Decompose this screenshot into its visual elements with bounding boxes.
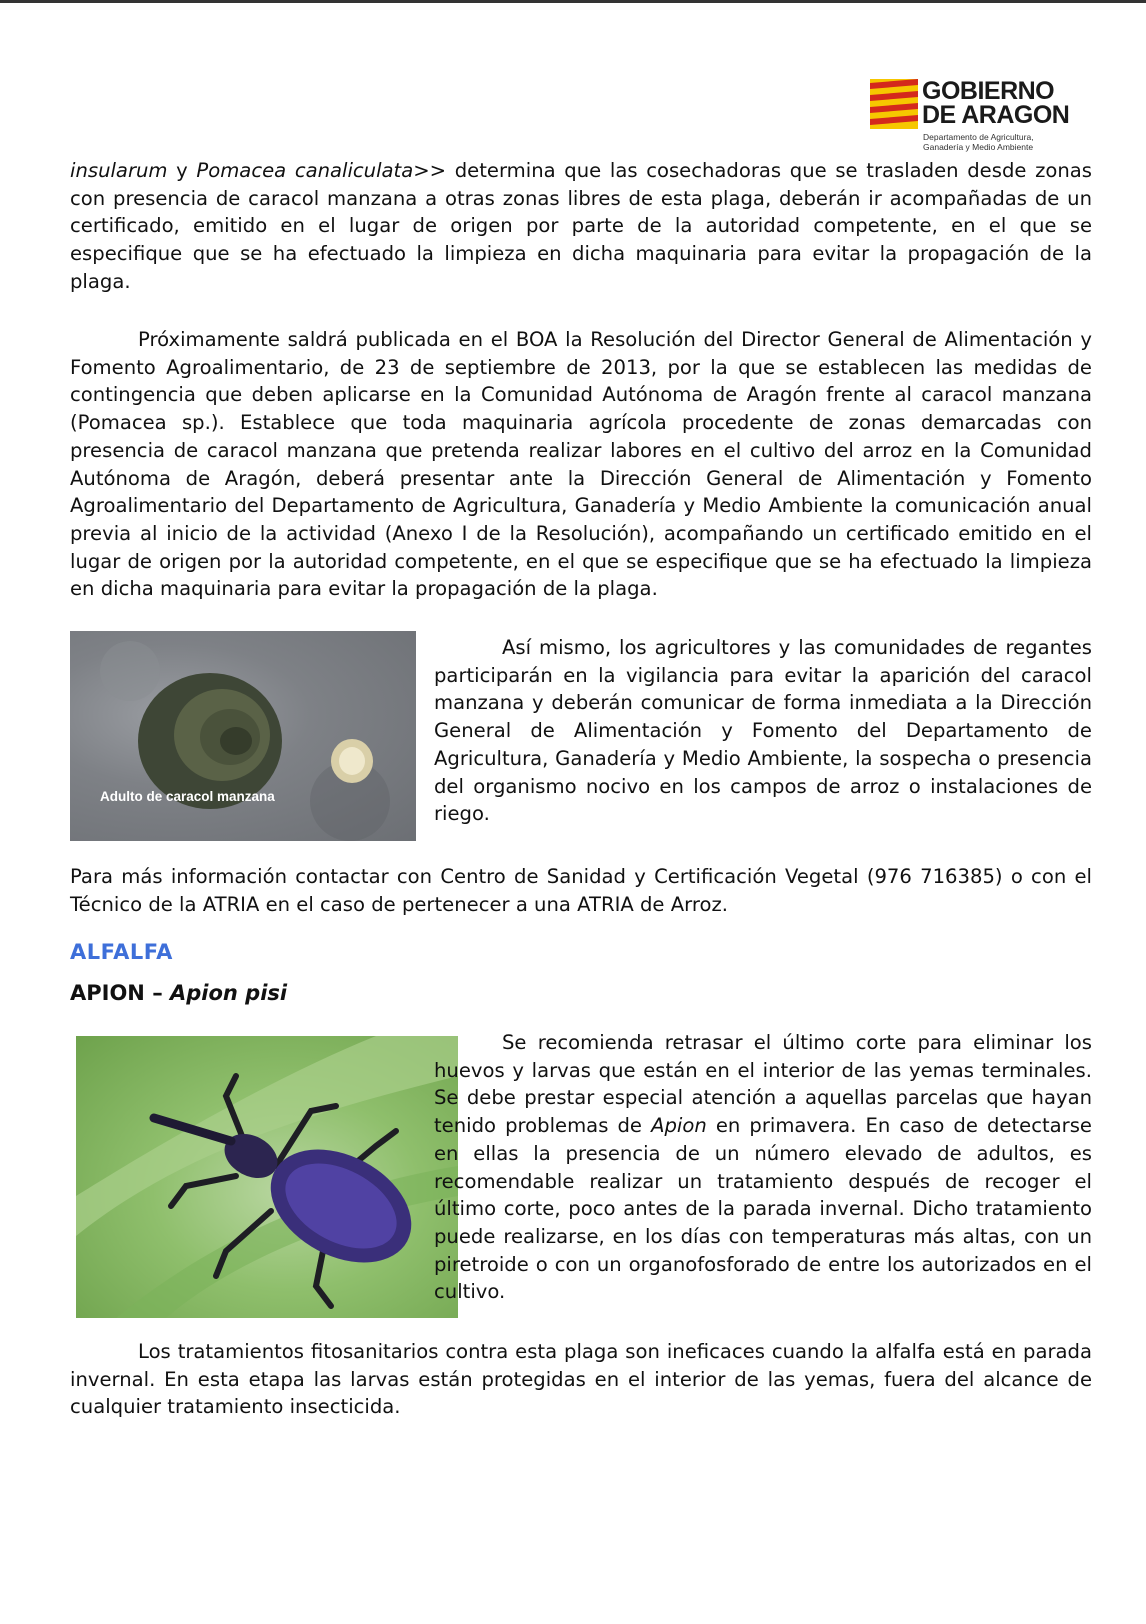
italic-insularum: insularum <box>70 159 168 182</box>
paragraph-resolucion: Próximamente saldrá publicada en el BOA la Resolución del Director General de Alimentación y Fomento Agroalimentario, de 23 de septiembre de 2013, por la que se establecen las medidas de contingencia que deben aplicarse en la Comunidad Autónoma de Aragón frente al caracol manzana (Pomacea sp.). Establece que toda maquinaria agrícola procedente de zonas demarcadas con presencia de caracol manzana que pretenda realizar labores en el cultivo del arroz en la Comunidad Autónoma de Aragón, deberá presentar ante la Dirección General de Alimentación y Fomento Agroalimentario del Departamento de Agricultura, Ganadería y Medio Ambiente la comunicación anual previa al inicio de la actividad (Anexo I de la Resolución), acompañando un certificado emitido en el lugar de origen por la autoridad competente, en el que se especifique que se ha efectuado la limpieza en dicha maquinaria para evitar la propagación de la plaga. <box>70 328 1092 601</box>
logo-line-2: DE ARAGON <box>922 101 1070 129</box>
logo-line-1: GOBIERNO <box>922 77 1055 105</box>
section-heading-alfalfa: ALFALFA <box>70 940 173 964</box>
italic-pomacea: Pomacea canaliculata <box>196 159 414 182</box>
paragraph-contacto: Para más información contactar con Centro de Sanidad y Certificación Vegetal (976 716385) o con el Técnico de la ATRIA en el caso de pertenecer a una ATRIA de Arroz. <box>70 865 1092 916</box>
logo-subtitle-2: Ganadería y Medio Ambiente <box>923 142 1034 152</box>
snail-photo-caption: Adulto de caracol manzana <box>100 789 275 804</box>
paragraph-apion-part1: Se recomienda retrasar el último corte para eliminar los huevos y larvas que están en el interior de las yemas terminales. Se debe prestar especial atención a aquellas parcelas que hayan tenido problemas de <box>434 1031 1092 1138</box>
logo-subtitle-1: Departamento de Agricultura, <box>923 132 1034 142</box>
paragraph-apion <box>434 1029 1092 1306</box>
paragraph-cosechadoras <box>70 157 1092 296</box>
apple-snail-image <box>70 631 416 841</box>
pest-name: APION <box>70 981 145 1005</box>
weevil-photo <box>76 1036 458 1318</box>
aragon-flag-icon <box>870 79 918 129</box>
text-y: y <box>167 159 197 182</box>
pest-latin-name: Apion pisi <box>170 981 288 1005</box>
pest-dash: – <box>144 981 171 1005</box>
pest-heading <box>70 981 287 1005</box>
apion-weevil-image <box>76 1036 458 1318</box>
gobierno-aragon-logo <box>870 75 1086 157</box>
paragraph-apion-part2: en primavera. En caso de detectarse en ellas la presencia de un número elevado de adultos, es recomendable realizar un tratamiento después de recoger el último corte, poco antes de la parada invernal. Dicho tratamiento puede realizarse, en los días con temperaturas más altas, con un piretroide o con un organofosforado de entre los autorizados en el cultivo. <box>434 1114 1092 1304</box>
page-top-border <box>0 0 1146 3</box>
paragraph-cosechadoras-text: >> determina que las cosechadoras que se trasladen desde zonas con presencia de caracol manzana a otras zonas libres de esta plaga, deberán ir acompañadas de un certificado, emitido en el lugar de origen por parte de la autoridad competente, en el que se especifique que se ha efectuado la limpieza en dicha maquinaria para evitar la propagación de la plaga. <box>70 159 1092 293</box>
logo-subtitle <box>923 132 1034 152</box>
italic-apion: Apion <box>651 1114 707 1138</box>
paragraph-tratamientos: Los tratamientos fitosanitarios contra esta plaga son ineficaces cuando la alfalfa está en parada invernal. En esta etapa las larvas están protegidas en el interior de las yemas, fuera del alcance de cualquier tratamiento insecticida. <box>70 1340 1092 1419</box>
snail-photo <box>70 631 416 841</box>
paragraph-vigilancia: Así mismo, los agricultores y las comunidades de regantes participarán en la vigilancia para evitar la aparición del caracol manzana y deberán comunicar de forma inmediata a la Dirección General de Alimentación y Fomento del Departamento de Agricultura, Ganadería y Medio Ambiente, la sospecha o presencia del organismo nocivo en los campos de arroz o instalaciones de riego. <box>434 636 1092 826</box>
